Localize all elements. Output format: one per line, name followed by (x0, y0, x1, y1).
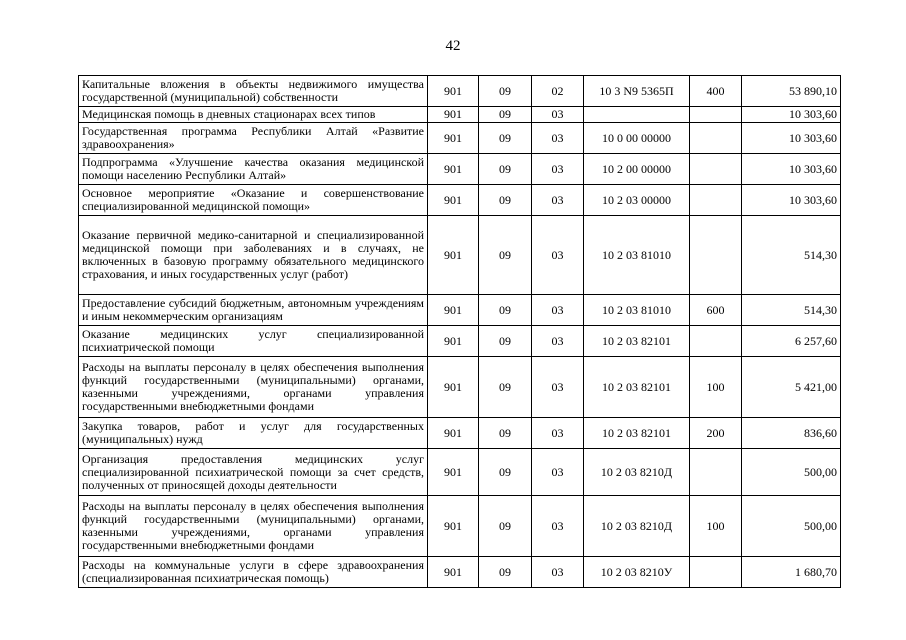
row-target-article: 10 2 03 82101 (584, 357, 690, 418)
row-expense-type: 100 (690, 357, 742, 418)
row-subsection: 03 (532, 154, 584, 185)
row-subsection: 02 (532, 76, 584, 107)
row-name: Оказание медицинских услуг специализированной психиатрической помощи (79, 326, 428, 357)
row-section: 09 (479, 295, 532, 326)
row-section: 09 (479, 216, 532, 295)
row-section: 09 (479, 76, 532, 107)
row-subsection: 03 (532, 557, 584, 588)
row-name: Расходы на коммунальные услуги в сфере здравоохранения (специализированная психиатрическая помощь) (79, 557, 428, 588)
table-row (79, 185, 841, 216)
table-row (79, 76, 841, 107)
row-target-article: 10 2 03 81010 (584, 216, 690, 295)
row-section: 09 (479, 357, 532, 418)
row-subsection: 03 (532, 418, 584, 449)
row-grbs: 901 (428, 295, 479, 326)
row-sum: 10 303,60 (742, 185, 841, 216)
row-expense-type (690, 107, 742, 123)
row-subsection: 03 (532, 326, 584, 357)
budget-table (78, 75, 841, 588)
row-sum: 514,30 (742, 295, 841, 326)
row-name: Оказание первичной медико-санитарной и специализированной медицинской помощи при заболеваниях и в случаях, не включенных в базовую программу обязательного медицинского страхования, и иных государственных услуг (работ) (79, 216, 428, 295)
row-name: Подпрограмма «Улучшение качества оказания медицинской помощи населению Республики Алтай» (79, 154, 428, 185)
table-row (79, 557, 841, 588)
row-expense-type (690, 185, 742, 216)
row-name: Предоставление субсидий бюджетным, автономным учреждениям и иным некоммерческим организациям (79, 295, 428, 326)
row-expense-type: 600 (690, 295, 742, 326)
row-target-article: 10 2 03 8210Д (584, 496, 690, 557)
row-expense-type (690, 154, 742, 185)
row-sum: 10 303,60 (742, 123, 841, 154)
row-subsection: 03 (532, 123, 584, 154)
row-sum: 53 890,10 (742, 76, 841, 107)
row-subsection: 03 (532, 185, 584, 216)
row-expense-type (690, 557, 742, 588)
row-grbs: 901 (428, 496, 479, 557)
row-target-article: 10 2 00 00000 (584, 154, 690, 185)
table-row (79, 216, 841, 295)
row-expense-type: 100 (690, 496, 742, 557)
row-target-article: 10 2 03 8210У (584, 557, 690, 588)
row-name: Закупка товаров, работ и услуг для государственных (муниципальных) нужд (79, 418, 428, 449)
table-body (79, 76, 841, 588)
table-row (79, 449, 841, 496)
row-target-article: 10 2 03 82101 (584, 418, 690, 449)
row-target-article: 10 2 03 82101 (584, 326, 690, 357)
row-subsection: 03 (532, 107, 584, 123)
table-row (79, 418, 841, 449)
row-subsection: 03 (532, 357, 584, 418)
row-section: 09 (479, 185, 532, 216)
row-name: Основное мероприятие «Оказание и совершенствование специализированной медицинской помощи» (79, 185, 428, 216)
row-sum: 514,30 (742, 216, 841, 295)
table-row (79, 496, 841, 557)
table-row (79, 357, 841, 418)
row-subsection: 03 (532, 449, 584, 496)
row-grbs: 901 (428, 418, 479, 449)
row-sum: 500,00 (742, 496, 841, 557)
row-name: Расходы на выплаты персоналу в целях обеспечения выполнения функций государственными (муниципальными) органами, казенными учреждениями, органами управления государственными внебюджетными фондами (79, 496, 428, 557)
row-section: 09 (479, 107, 532, 123)
table-row (79, 295, 841, 326)
row-sum: 836,60 (742, 418, 841, 449)
row-target-article: 10 2 03 81010 (584, 295, 690, 326)
row-name: Расходы на выплаты персоналу в целях обеспечения выполнения функций государственными (муниципальными) органами, казенными учреждениями, органами управления государственными внебюджетными фондами (79, 357, 428, 418)
row-target-article: 10 2 03 8210Д (584, 449, 690, 496)
row-section: 09 (479, 557, 532, 588)
row-sum: 10 303,60 (742, 154, 841, 185)
row-section: 09 (479, 154, 532, 185)
row-sum: 10 303,60 (742, 107, 841, 123)
row-subsection: 03 (532, 216, 584, 295)
row-subsection: 03 (532, 496, 584, 557)
table-row (79, 107, 841, 123)
row-expense-type (690, 326, 742, 357)
table-row (79, 123, 841, 154)
row-target-article: 10 0 00 00000 (584, 123, 690, 154)
row-section: 09 (479, 326, 532, 357)
row-sum: 5 421,00 (742, 357, 841, 418)
row-sum: 500,00 (742, 449, 841, 496)
row-grbs: 901 (428, 326, 479, 357)
row-section: 09 (479, 449, 532, 496)
page-number: 42 (445, 38, 461, 54)
table-row (79, 154, 841, 185)
row-section: 09 (479, 496, 532, 557)
row-grbs: 901 (428, 185, 479, 216)
row-expense-type (690, 216, 742, 295)
row-section: 09 (479, 418, 532, 449)
row-section: 09 (479, 123, 532, 154)
row-name: Капитальные вложения в объекты недвижимого имущества государственной (муниципальной) собственности (79, 76, 428, 107)
row-grbs: 901 (428, 449, 479, 496)
row-target-article: 10 2 03 00000 (584, 185, 690, 216)
row-name: Организация предоставления медицинских услуг специализированной психиатрической помощи за счет средств, полученных от приносящей доходы деятельности (79, 449, 428, 496)
row-sum: 1 680,70 (742, 557, 841, 588)
row-expense-type (690, 449, 742, 496)
row-grbs: 901 (428, 123, 479, 154)
row-grbs: 901 (428, 154, 479, 185)
row-grbs: 901 (428, 357, 479, 418)
table-row (79, 326, 841, 357)
row-grbs: 901 (428, 76, 479, 107)
row-expense-type: 200 (690, 418, 742, 449)
row-target-article: 10 3 N9 5365П (584, 76, 690, 107)
row-target-article (584, 107, 690, 123)
row-name: Медицинская помощь в дневных стационарах всех типов (79, 107, 428, 123)
row-grbs: 901 (428, 557, 479, 588)
row-expense-type: 400 (690, 76, 742, 107)
row-name: Государственная программа Республики Алтай «Развитие здравоохранения» (79, 123, 428, 154)
row-grbs: 901 (428, 107, 479, 123)
row-grbs: 901 (428, 216, 479, 295)
row-expense-type (690, 123, 742, 154)
row-sum: 6 257,60 (742, 326, 841, 357)
row-subsection: 03 (532, 295, 584, 326)
